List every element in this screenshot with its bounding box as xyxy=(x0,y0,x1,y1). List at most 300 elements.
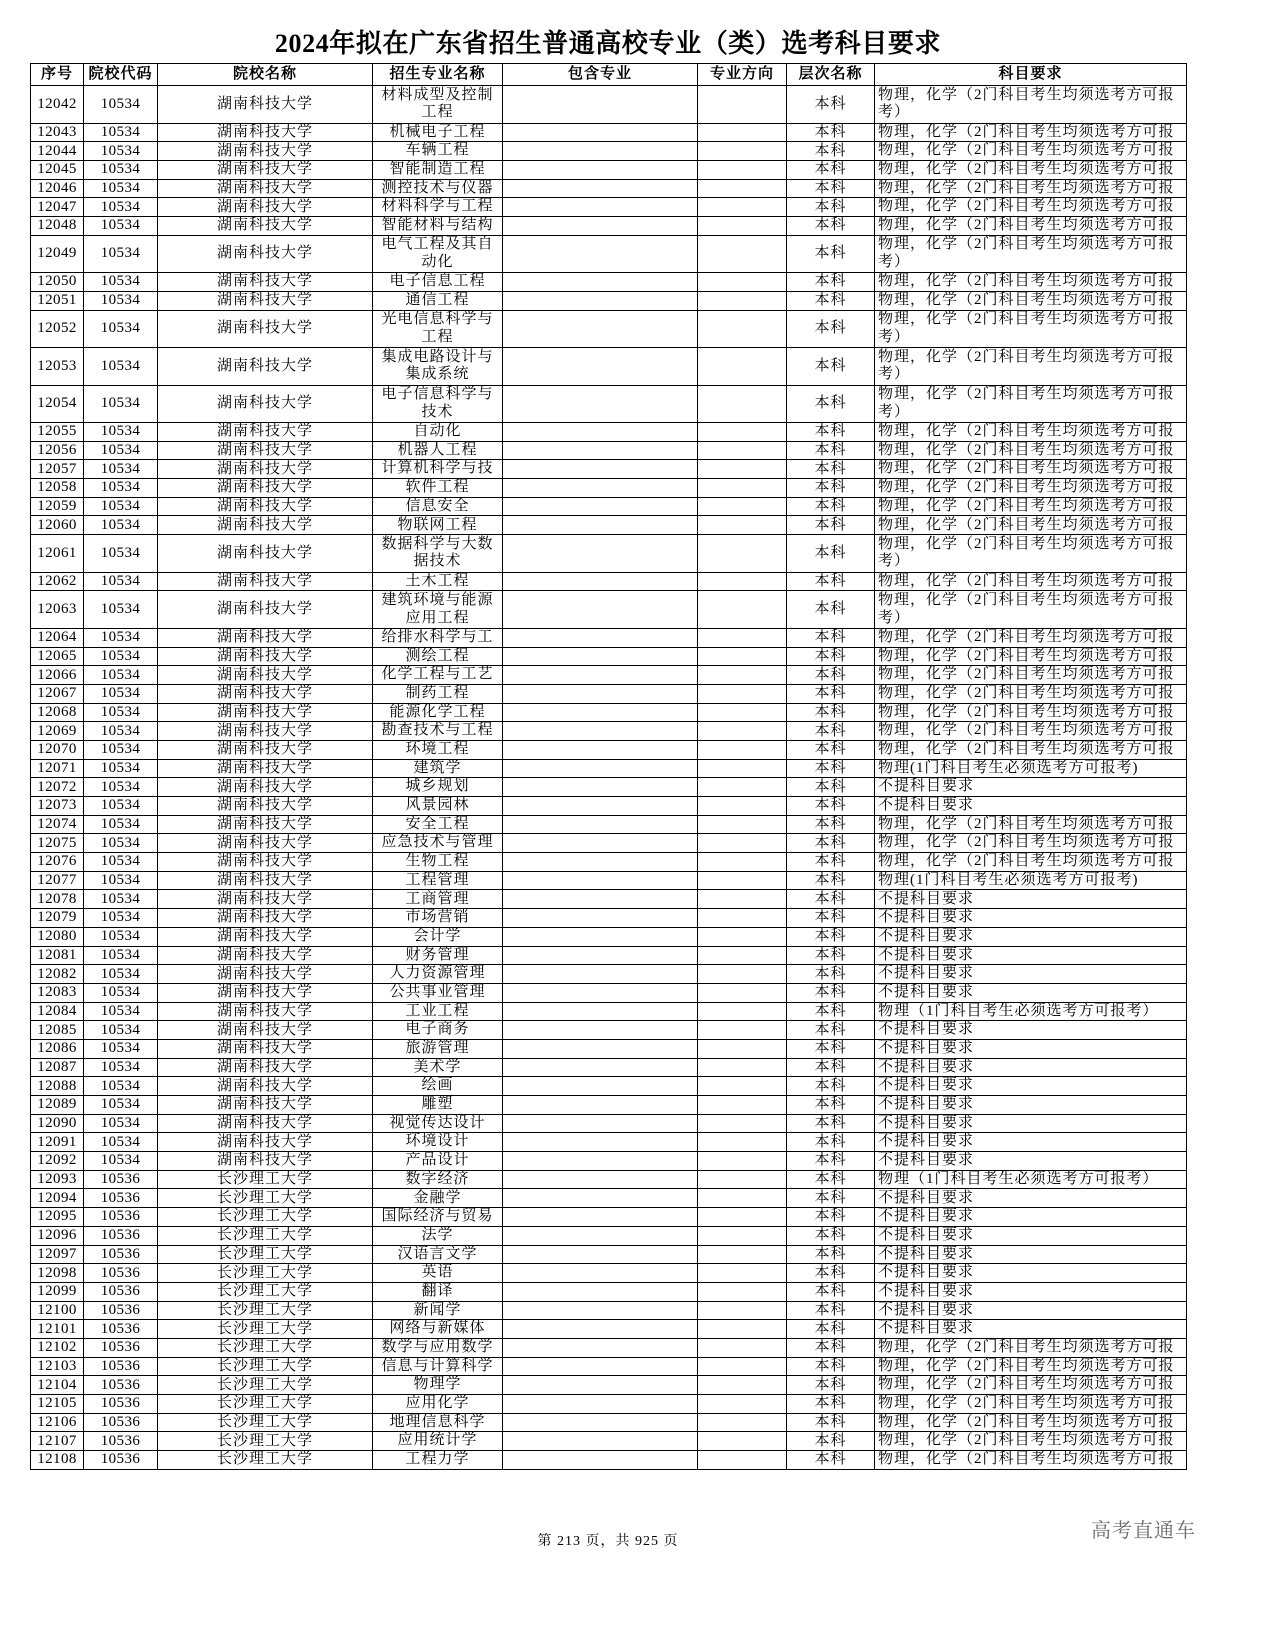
cell-school-code: 10534 xyxy=(84,1114,158,1133)
cell-school-code: 10534 xyxy=(84,684,158,703)
cell-school-code: 10534 xyxy=(84,740,158,759)
cell-major-direction xyxy=(698,441,787,460)
cell-level: 本科 xyxy=(787,572,875,591)
cell-school-code: 10534 xyxy=(84,348,158,386)
cell-school-name: 湖南科技大学 xyxy=(158,310,373,348)
subject-requirement-line: 物理，化学（2门科目考生均须选考方可报 xyxy=(878,741,1175,758)
cell-major-name xyxy=(373,479,503,498)
cell-major-direction xyxy=(698,1189,787,1208)
cell-level: 本科 xyxy=(787,1264,875,1283)
cell-subject-requirement xyxy=(875,703,1187,722)
major-name-line: 数学与应用数学 xyxy=(381,1339,494,1356)
cell-level: 本科 xyxy=(787,1432,875,1451)
cell-included-majors xyxy=(503,1058,698,1077)
cell-seq: 12100 xyxy=(31,1301,84,1320)
cell-school-code: 10536 xyxy=(84,1226,158,1245)
major-name-line: 技术 xyxy=(421,403,454,420)
cell-included-majors xyxy=(503,759,698,778)
table-row xyxy=(31,703,1187,722)
cell-major-name xyxy=(373,722,503,741)
cell-school-name: 湖南科技大学 xyxy=(158,647,373,666)
cell-school-code: 10534 xyxy=(84,310,158,348)
cell-level: 本科 xyxy=(787,460,875,479)
header-row xyxy=(31,64,1187,86)
cell-included-majors xyxy=(503,348,698,386)
header-subject-requirement: 科目要求 xyxy=(875,64,1187,86)
cell-major-direction xyxy=(698,1451,787,1470)
cell-subject-requirement xyxy=(875,1395,1187,1414)
cell-school-code: 10536 xyxy=(84,1264,158,1283)
cell-seq: 12082 xyxy=(31,965,84,984)
cell-major-name xyxy=(373,235,503,273)
cell-included-majors xyxy=(503,160,698,179)
cell-level: 本科 xyxy=(787,1413,875,1432)
subject-requirement-line: 不提科目要求 xyxy=(878,1301,975,1318)
major-name-line: 旅游管理 xyxy=(405,1040,470,1057)
cell-school-name: 长沙理工大学 xyxy=(158,1264,373,1283)
major-name-line: 电子商务 xyxy=(405,1021,470,1038)
cell-seq: 12092 xyxy=(31,1152,84,1171)
cell-major-direction xyxy=(698,890,787,909)
cell-major-name xyxy=(373,983,503,1002)
cell-subject-requirement xyxy=(875,815,1187,834)
cell-major-direction xyxy=(698,946,787,965)
major-name-line: 给排水科学与工 xyxy=(381,628,494,645)
cell-major-direction xyxy=(698,759,787,778)
cell-seq: 12073 xyxy=(31,797,84,816)
cell-seq: 12102 xyxy=(31,1338,84,1357)
cell-school-code: 10534 xyxy=(84,834,158,853)
cell-seq: 12079 xyxy=(31,909,84,928)
cell-school-code: 10534 xyxy=(84,1002,158,1021)
cell-seq: 12094 xyxy=(31,1189,84,1208)
subject-requirement-line: 不提科目要求 xyxy=(878,1096,975,1113)
cell-subject-requirement xyxy=(875,853,1187,872)
major-name-line: 工商管理 xyxy=(405,890,470,907)
cell-major-name xyxy=(373,123,503,142)
cell-school-code: 10534 xyxy=(84,179,158,198)
cell-major-direction xyxy=(698,385,787,423)
subject-requirement-line: 考） xyxy=(878,553,911,570)
cell-included-majors xyxy=(503,834,698,853)
cell-subject-requirement xyxy=(875,1320,1187,1339)
cell-school-name: 湖南科技大学 xyxy=(158,142,373,161)
cell-included-majors xyxy=(503,1021,698,1040)
cell-seq: 12065 xyxy=(31,647,84,666)
major-name-line: 集成电路设计与 xyxy=(381,348,494,365)
cell-school-name: 湖南科技大学 xyxy=(158,778,373,797)
table-row xyxy=(31,946,1187,965)
cell-major-name xyxy=(373,1133,503,1152)
cell-included-majors xyxy=(503,1152,698,1171)
cell-major-name xyxy=(373,815,503,834)
subject-requirement-line: 物理，化学（2门科目考生均须选考方可报 xyxy=(878,647,1175,664)
cell-level: 本科 xyxy=(787,1077,875,1096)
subject-requirement-line: 物理，化学（2门科目考生均须选考方可报 xyxy=(878,516,1175,533)
cell-subject-requirement xyxy=(875,1170,1187,1189)
cell-included-majors xyxy=(503,1301,698,1320)
subject-requirement-line: 考） xyxy=(878,328,911,345)
cell-school-code: 10534 xyxy=(84,666,158,685)
cell-seq: 12062 xyxy=(31,572,84,591)
cell-major-direction xyxy=(698,740,787,759)
major-name-line: 物理学 xyxy=(413,1376,462,1393)
cell-level: 本科 xyxy=(787,216,875,235)
cell-major-direction xyxy=(698,628,787,647)
cell-major-name xyxy=(373,86,503,124)
cell-school-name: 湖南科技大学 xyxy=(158,86,373,124)
cell-school-code: 10534 xyxy=(84,273,158,292)
cell-subject-requirement xyxy=(875,1096,1187,1115)
subject-requirement-line: 物理，化学（2门科目考生均须选考方可报 xyxy=(878,460,1175,477)
table-row xyxy=(31,1432,1187,1451)
table-row xyxy=(31,890,1187,909)
cell-school-name: 湖南科技大学 xyxy=(158,983,373,1002)
major-name-line: 信息安全 xyxy=(405,497,470,514)
cell-major-direction xyxy=(698,160,787,179)
header-seq: 序号 xyxy=(31,64,84,86)
subject-requirement-line: 不提科目要求 xyxy=(878,909,975,926)
major-name-line: 金融学 xyxy=(413,1189,462,1206)
cell-seq: 12076 xyxy=(31,853,84,872)
cell-subject-requirement xyxy=(875,273,1187,292)
cell-subject-requirement xyxy=(875,1021,1187,1040)
cell-major-direction xyxy=(698,1395,787,1414)
subject-requirement-line: 物理，化学（2门科目考生均须选考方可报 xyxy=(878,1413,1175,1430)
cell-major-name xyxy=(373,1189,503,1208)
cell-major-name xyxy=(373,1432,503,1451)
subject-requirement-line: 不提科目要求 xyxy=(878,1021,975,1038)
subject-requirement-line: 考） xyxy=(878,253,911,270)
subject-requirement-line: 物理，化学（2门科目考生均须选考方可报 xyxy=(878,1432,1175,1449)
cell-major-direction xyxy=(698,815,787,834)
cell-subject-requirement xyxy=(875,516,1187,535)
major-name-line: 物联网工程 xyxy=(397,516,478,533)
cell-school-code: 10536 xyxy=(84,1357,158,1376)
cell-subject-requirement xyxy=(875,216,1187,235)
cell-major-name xyxy=(373,310,503,348)
cell-school-name: 湖南科技大学 xyxy=(158,1002,373,1021)
cell-major-direction xyxy=(698,479,787,498)
cell-included-majors xyxy=(503,1282,698,1301)
table-row xyxy=(31,310,1187,348)
cell-subject-requirement xyxy=(875,1039,1187,1058)
subject-requirement-line: 不提科目要求 xyxy=(878,1245,975,1262)
cell-school-name: 湖南科技大学 xyxy=(158,179,373,198)
major-name-line: 美术学 xyxy=(413,1058,462,1075)
cell-subject-requirement xyxy=(875,385,1187,423)
cell-school-name: 长沙理工大学 xyxy=(158,1376,373,1395)
cell-subject-requirement xyxy=(875,778,1187,797)
cell-major-name xyxy=(373,647,503,666)
table-row xyxy=(31,291,1187,310)
cell-school-name: 长沙理工大学 xyxy=(158,1189,373,1208)
cell-major-name xyxy=(373,1338,503,1357)
cell-included-majors xyxy=(503,647,698,666)
cell-major-name xyxy=(373,160,503,179)
cell-included-majors xyxy=(503,628,698,647)
cell-major-name xyxy=(373,927,503,946)
table-row xyxy=(31,1039,1187,1058)
subject-requirement-line: 考） xyxy=(878,403,911,420)
cell-major-name xyxy=(373,759,503,778)
cell-included-majors xyxy=(503,853,698,872)
cell-school-code: 10536 xyxy=(84,1245,158,1264)
cell-major-direction xyxy=(698,797,787,816)
cell-included-majors xyxy=(503,1413,698,1432)
cell-seq: 12069 xyxy=(31,722,84,741)
cell-school-name: 湖南科技大学 xyxy=(158,516,373,535)
cell-subject-requirement xyxy=(875,797,1187,816)
cell-seq: 12059 xyxy=(31,497,84,516)
cell-major-name xyxy=(373,703,503,722)
cell-subject-requirement xyxy=(875,927,1187,946)
table-row xyxy=(31,198,1187,217)
cell-school-name: 湖南科技大学 xyxy=(158,198,373,217)
cell-subject-requirement xyxy=(875,160,1187,179)
subject-requirement-line: 物理，化学（2门科目考生均须选考方可报 xyxy=(878,236,1175,253)
cell-level: 本科 xyxy=(787,591,875,629)
major-name-line: 会计学 xyxy=(413,927,462,944)
cell-level: 本科 xyxy=(787,441,875,460)
cell-subject-requirement xyxy=(875,1413,1187,1432)
cell-major-name xyxy=(373,516,503,535)
cell-major-direction xyxy=(698,1245,787,1264)
major-name-line: 机器人工程 xyxy=(397,441,478,458)
cell-school-name: 长沙理工大学 xyxy=(158,1451,373,1470)
table-row xyxy=(31,348,1187,386)
cell-level: 本科 xyxy=(787,385,875,423)
cell-school-name: 湖南科技大学 xyxy=(158,348,373,386)
cell-school-code: 10534 xyxy=(84,1133,158,1152)
cell-level: 本科 xyxy=(787,273,875,292)
subject-requirement-line: 不提科目要求 xyxy=(878,946,975,963)
cell-included-majors xyxy=(503,273,698,292)
subject-requirement-line: 不提科目要求 xyxy=(878,1152,975,1169)
table-row xyxy=(31,1189,1187,1208)
major-name-line: 电气工程及其自 xyxy=(381,236,494,253)
major-name-line: 动化 xyxy=(421,253,454,270)
cell-seq: 12091 xyxy=(31,1133,84,1152)
subject-requirement-line: 物理，化学（2门科目考生均须选考方可报 xyxy=(878,273,1175,290)
cell-school-code: 10534 xyxy=(84,759,158,778)
cell-level: 本科 xyxy=(787,479,875,498)
table-row xyxy=(31,235,1187,273)
cell-major-name xyxy=(373,591,503,629)
major-name-line: 汉语言文学 xyxy=(397,1245,478,1262)
cell-major-name xyxy=(373,1301,503,1320)
cell-major-direction xyxy=(698,123,787,142)
cell-level: 本科 xyxy=(787,1039,875,1058)
subject-requirement-line: 物理，化学（2门科目考生均须选考方可报 xyxy=(878,423,1175,440)
major-name-line: 翻译 xyxy=(421,1282,454,1299)
cell-school-name: 湖南科技大学 xyxy=(158,1133,373,1152)
cell-school-code: 10534 xyxy=(84,479,158,498)
cell-major-direction xyxy=(698,179,787,198)
subject-requirement-line: 不提科目要求 xyxy=(878,1077,975,1094)
cell-major-direction xyxy=(698,1226,787,1245)
cell-major-direction xyxy=(698,273,787,292)
cell-level: 本科 xyxy=(787,1226,875,1245)
cell-included-majors xyxy=(503,385,698,423)
cell-school-name: 湖南科技大学 xyxy=(158,965,373,984)
table-row xyxy=(31,1264,1187,1283)
table-row xyxy=(31,1320,1187,1339)
table-row xyxy=(31,1413,1187,1432)
cell-seq: 12074 xyxy=(31,815,84,834)
subject-requirement-line: 考） xyxy=(878,609,911,626)
major-name-line: 建筑学 xyxy=(413,759,462,776)
major-name-line: 新闻学 xyxy=(413,1301,462,1318)
cell-major-direction xyxy=(698,666,787,685)
cell-major-name xyxy=(373,628,503,647)
cell-major-direction xyxy=(698,1338,787,1357)
major-name-line: 财务管理 xyxy=(405,946,470,963)
cell-seq: 12061 xyxy=(31,535,84,573)
cell-level: 本科 xyxy=(787,834,875,853)
cell-seq: 12104 xyxy=(31,1376,84,1395)
subject-requirement-line: 物理，化学（2门科目考生均须选考方可报 xyxy=(878,703,1175,720)
cell-level: 本科 xyxy=(787,722,875,741)
cell-included-majors xyxy=(503,572,698,591)
table-row xyxy=(31,1301,1187,1320)
subject-requirement-line: 物理，化学（2门科目考生均须选考方可报 xyxy=(878,1339,1175,1356)
cell-level: 本科 xyxy=(787,684,875,703)
cell-school-code: 10534 xyxy=(84,965,158,984)
table-row xyxy=(31,497,1187,516)
subject-requirement-line: 不提科目要求 xyxy=(878,983,975,1000)
cell-included-majors xyxy=(503,1264,698,1283)
major-name-line: 建筑环境与能源 xyxy=(381,592,494,609)
cell-level: 本科 xyxy=(787,1245,875,1264)
table-row xyxy=(31,1077,1187,1096)
cell-major-direction xyxy=(698,348,787,386)
subject-requirement-line: 考） xyxy=(878,366,911,383)
table-row xyxy=(31,1152,1187,1171)
cell-included-majors xyxy=(503,1320,698,1339)
cell-seq: 12071 xyxy=(31,759,84,778)
cell-subject-requirement xyxy=(875,1338,1187,1357)
cell-included-majors xyxy=(503,1077,698,1096)
cell-subject-requirement xyxy=(875,86,1187,124)
cell-major-name xyxy=(373,1002,503,1021)
cell-school-code: 10534 xyxy=(84,628,158,647)
header-major-name: 招生专业名称 xyxy=(373,64,503,86)
cell-included-majors xyxy=(503,1002,698,1021)
table-row xyxy=(31,1338,1187,1357)
cell-seq: 12053 xyxy=(31,348,84,386)
subject-requirement-line: 物理，化学（2门科目考生均须选考方可报 xyxy=(878,142,1175,159)
subject-requirement-line: 物理，化学（2门科目考生均须选考方可报 xyxy=(878,684,1175,701)
cell-major-direction xyxy=(698,1152,787,1171)
cell-included-majors xyxy=(503,535,698,573)
cell-school-code: 10534 xyxy=(84,946,158,965)
cell-included-majors xyxy=(503,216,698,235)
cell-major-name xyxy=(373,909,503,928)
cell-major-name xyxy=(373,1152,503,1171)
cell-level: 本科 xyxy=(787,1451,875,1470)
cell-school-name: 湖南科技大学 xyxy=(158,1096,373,1115)
cell-subject-requirement xyxy=(875,628,1187,647)
major-name-line: 数字经济 xyxy=(405,1170,470,1187)
cell-major-name xyxy=(373,684,503,703)
major-name-line: 信息与计算科学 xyxy=(381,1357,494,1374)
cell-level: 本科 xyxy=(787,1395,875,1414)
cell-subject-requirement xyxy=(875,142,1187,161)
subject-requirement-line: 物理，化学（2门科目考生均须选考方可报 xyxy=(878,572,1175,589)
table-row xyxy=(31,1133,1187,1152)
cell-subject-requirement xyxy=(875,441,1187,460)
major-name-line: 应用统计学 xyxy=(397,1432,478,1449)
cell-level: 本科 xyxy=(787,983,875,1002)
cell-included-majors xyxy=(503,291,698,310)
cell-included-majors xyxy=(503,1133,698,1152)
cell-major-name xyxy=(373,291,503,310)
cell-included-majors xyxy=(503,927,698,946)
cell-school-name: 湖南科技大学 xyxy=(158,797,373,816)
cell-school-code: 10536 xyxy=(84,1376,158,1395)
cell-school-code: 10534 xyxy=(84,927,158,946)
table-row xyxy=(31,1245,1187,1264)
cell-included-majors xyxy=(503,1208,698,1227)
cell-major-name xyxy=(373,460,503,479)
subject-requirement-line: 物理，化学（2门科目考生均须选考方可报 xyxy=(878,628,1175,645)
cell-level: 本科 xyxy=(787,778,875,797)
cell-school-name: 湖南科技大学 xyxy=(158,423,373,442)
cell-seq: 12068 xyxy=(31,703,84,722)
cell-school-code: 10534 xyxy=(84,216,158,235)
cell-major-direction xyxy=(698,1170,787,1189)
cell-school-code: 10536 xyxy=(84,1320,158,1339)
cell-school-code: 10534 xyxy=(84,1096,158,1115)
cell-level: 本科 xyxy=(787,1114,875,1133)
cell-subject-requirement xyxy=(875,572,1187,591)
cell-major-name xyxy=(373,273,503,292)
cell-major-direction xyxy=(698,871,787,890)
cell-major-direction xyxy=(698,1002,787,1021)
cell-school-name: 湖南科技大学 xyxy=(158,216,373,235)
cell-school-name: 长沙理工大学 xyxy=(158,1301,373,1320)
cell-school-name: 湖南科技大学 xyxy=(158,628,373,647)
cell-included-majors xyxy=(503,740,698,759)
table-row xyxy=(31,460,1187,479)
cell-school-name: 长沙理工大学 xyxy=(158,1226,373,1245)
cell-seq: 12083 xyxy=(31,983,84,1002)
cell-major-direction xyxy=(698,198,787,217)
major-name-line: 工业工程 xyxy=(405,1002,470,1019)
table-row xyxy=(31,1096,1187,1115)
cell-level: 本科 xyxy=(787,946,875,965)
cell-school-name: 长沙理工大学 xyxy=(158,1170,373,1189)
cell-school-name: 湖南科技大学 xyxy=(158,479,373,498)
cell-school-name: 湖南科技大学 xyxy=(158,684,373,703)
cell-subject-requirement xyxy=(875,684,1187,703)
major-name-line: 工程管理 xyxy=(405,871,470,888)
cell-seq: 12087 xyxy=(31,1058,84,1077)
cell-major-name xyxy=(373,1395,503,1414)
cell-included-majors xyxy=(503,722,698,741)
cell-level: 本科 xyxy=(787,1152,875,1171)
cell-seq: 12088 xyxy=(31,1077,84,1096)
cell-major-name xyxy=(373,1021,503,1040)
cell-included-majors xyxy=(503,1114,698,1133)
cell-subject-requirement xyxy=(875,123,1187,142)
subject-requirement-line: 物理（1门科目考生必须选考方可报考） xyxy=(878,1002,1159,1019)
cell-school-name: 湖南科技大学 xyxy=(158,946,373,965)
cell-school-code: 10534 xyxy=(84,853,158,872)
header-school-name: 院校名称 xyxy=(158,64,373,86)
major-name-line: 智能制造工程 xyxy=(389,160,486,177)
